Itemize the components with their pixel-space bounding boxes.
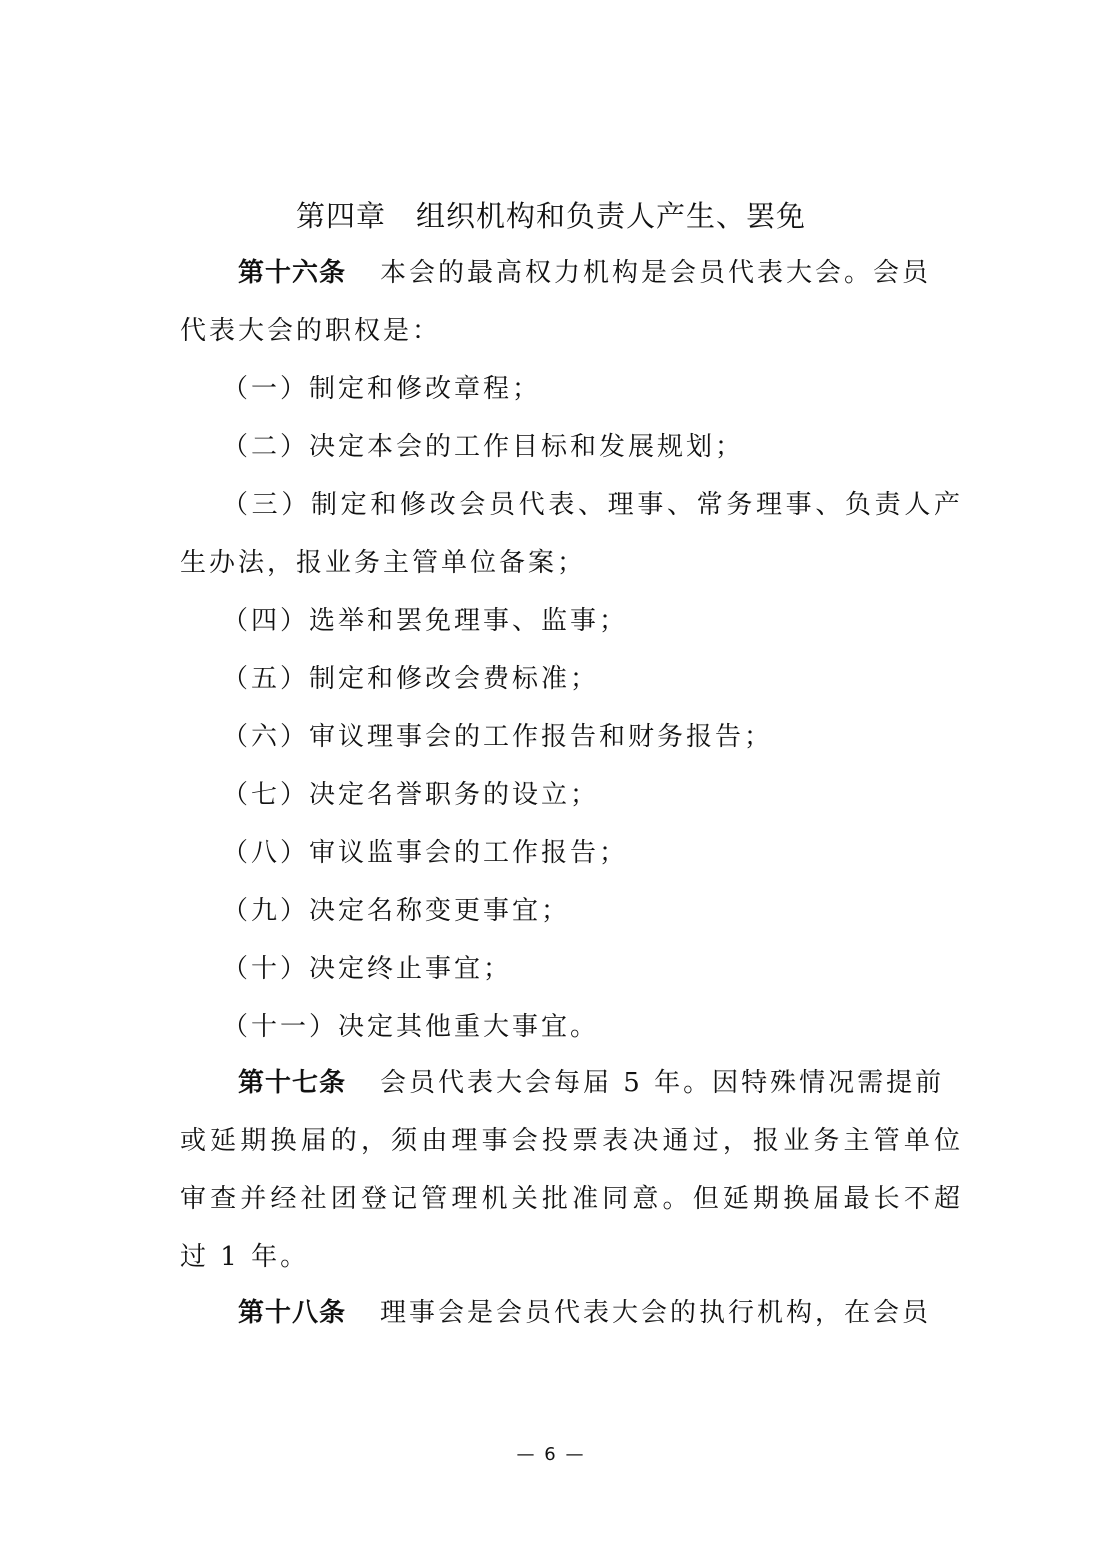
- item-4: （四）选举和罢免理事、监事；: [222, 606, 629, 636]
- article-16-label: 第十六条: [238, 258, 347, 288]
- item-8: （八）审议监事会的工作报告；: [222, 838, 629, 868]
- chapter-title: 第四章 组织机构和负责人产生、罢免: [295, 199, 806, 233]
- article-17-line-4: 过 1 年。: [180, 1242, 310, 1272]
- article-18-text-1: 理事会是会员代表大会的执行机构，在会员: [380, 1298, 932, 1328]
- article-17-first-line: [238, 1054, 960, 1112]
- item-2: （二）决定本会的工作目标和发展规划；: [222, 432, 745, 462]
- article-17-line-3: 审查并经社团登记管理机关批准同意。但延期换届最长不超: [180, 1184, 960, 1214]
- item-9: （九）决定名称变更事宜；: [222, 896, 571, 926]
- article-16-text-1: 本会的最高权力机构是会员代表大会。会员: [380, 258, 932, 288]
- item-10: （十）决定终止事宜；: [222, 954, 513, 984]
- article-17-text-1: 会员代表大会每届 5 年。因特殊情况需提前: [380, 1068, 945, 1098]
- page-number: — 6 —: [516, 1444, 586, 1465]
- article-17-line-2: 或延期换届的，须由理事会投票表决通过，报业务主管单位: [180, 1126, 960, 1156]
- article-18-first-line: [238, 1284, 960, 1342]
- item-6: （六）审议理事会的工作报告和财务报告；: [222, 722, 774, 752]
- item-7: （七）决定名誉职务的设立；: [222, 780, 600, 810]
- item-3: （三）制定和修改会员代表、理事、常务理事、负责人产: [222, 490, 960, 520]
- item-3-continuation: 生办法，报业务主管单位备案；: [180, 548, 587, 578]
- article-16-first-line: [238, 244, 960, 302]
- article-18-label: 第十八条: [238, 1298, 347, 1328]
- article-16-line-2: 代表大会的职权是：: [180, 316, 442, 346]
- article-17-label: 第十七条: [238, 1068, 347, 1098]
- item-1: （一）制定和修改章程；: [222, 374, 542, 404]
- item-5: （五）制定和修改会费标准；: [222, 664, 600, 694]
- item-11: （十一）决定其他重大事宜。: [222, 1012, 600, 1042]
